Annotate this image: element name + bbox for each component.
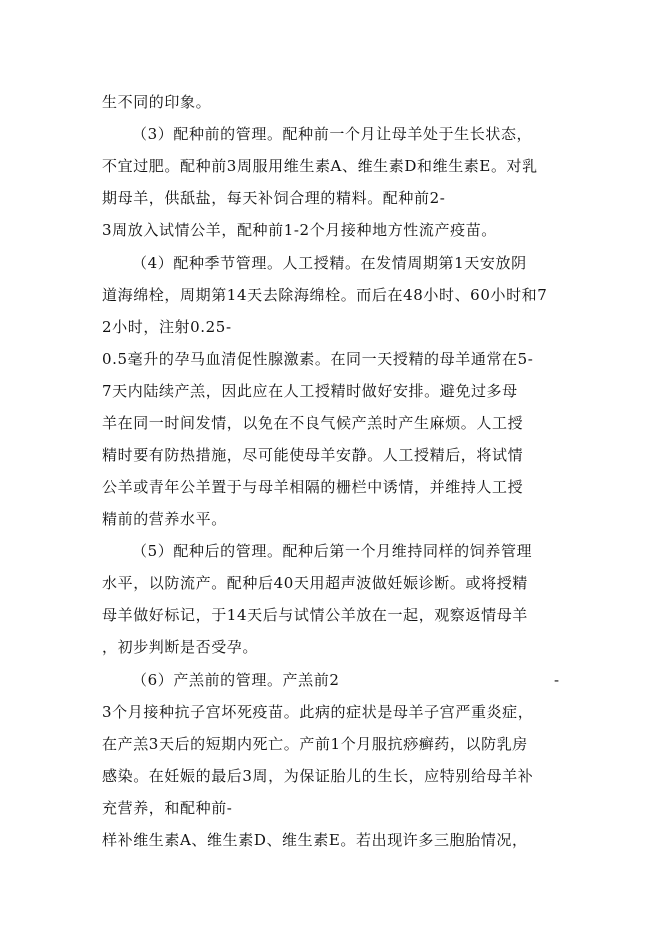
text-line: 0.5毫升的孕马血清促性腺激素。在同一天授精的母羊通常在5- [102,350,534,368]
text-line: 感染。在妊娠的最后3周，为保证胎儿的生长，应特别给母羊补 [102,767,534,785]
text-line: 3个月接种抗子宫坏死疫苗。此病的症状是母羊子宫严重炎症， [102,703,534,721]
text-line: 精前的营养水平。 [102,510,227,528]
line-end-dash: - [554,671,560,689]
text-line: 生不同的印象。 [102,93,212,111]
text-line: 水平，以防流产。配种后40天用超声波做妊娠诊断。或将授精 [102,574,528,592]
text-line: 母羊做好标记，于14天后与试情公羊放在一起，观察返情母羊 [102,606,528,624]
text-line: 公羊或青年公羊置于与母羊相隔的栅栏中诱情，并维持人工授 [102,478,524,496]
text-line: 充营养，和配种前- [102,799,233,817]
text-line: 不宜过肥。配种前3周服用维生素A、维生素D和维生素E。对乳 [102,157,538,175]
paragraph-5-heading-line: （5）配种后的管理。配种后第一个月维持同样的饲养管理 [132,542,533,560]
paragraph-3-heading-line: （3）配种前的管理。配种前一个月让母羊处于生长状态， [132,125,533,143]
text-line: 羊在同一时间发情，以免在不良气候产羔时产生麻烦。人工授 [102,414,524,432]
paragraph-6-heading-line: （6）产羔前的管理。产羔前2 [132,671,340,689]
text-line: ，初步判断是否受孕。 [102,638,259,656]
text-line: 样补维生素A、维生素D、维生素E。若出现许多三胞胎情况， [102,831,528,849]
text-line: 2小时，注射0.25- [102,318,232,336]
text-line: 道海绵栓，周期第14天去除海绵栓。而后在48小时、60小时和7 [102,286,548,304]
paragraph-4-heading-line: （4）配种季节管理。人工授精。在发情周期第1天安放阴 [132,254,527,272]
text-line: 期母羊，供舐盐，每天补饲合理的精料。配种前2- [102,189,446,207]
text-line: 3周放入试情公羊，配种前1-2个月接种地方性流产疫苗。 [102,221,497,239]
text-line: 在产羔3天后的短期内死亡。产前1个月服抗痧癣药，以防乳房 [102,735,528,753]
text-line: 7天内陆续产羔，因此应在人工授精时做好安排。避免过多母 [102,382,518,400]
text-line: 精时要有防热措施，尽可能使母羊安静。人工授精后，将试情 [102,446,524,464]
